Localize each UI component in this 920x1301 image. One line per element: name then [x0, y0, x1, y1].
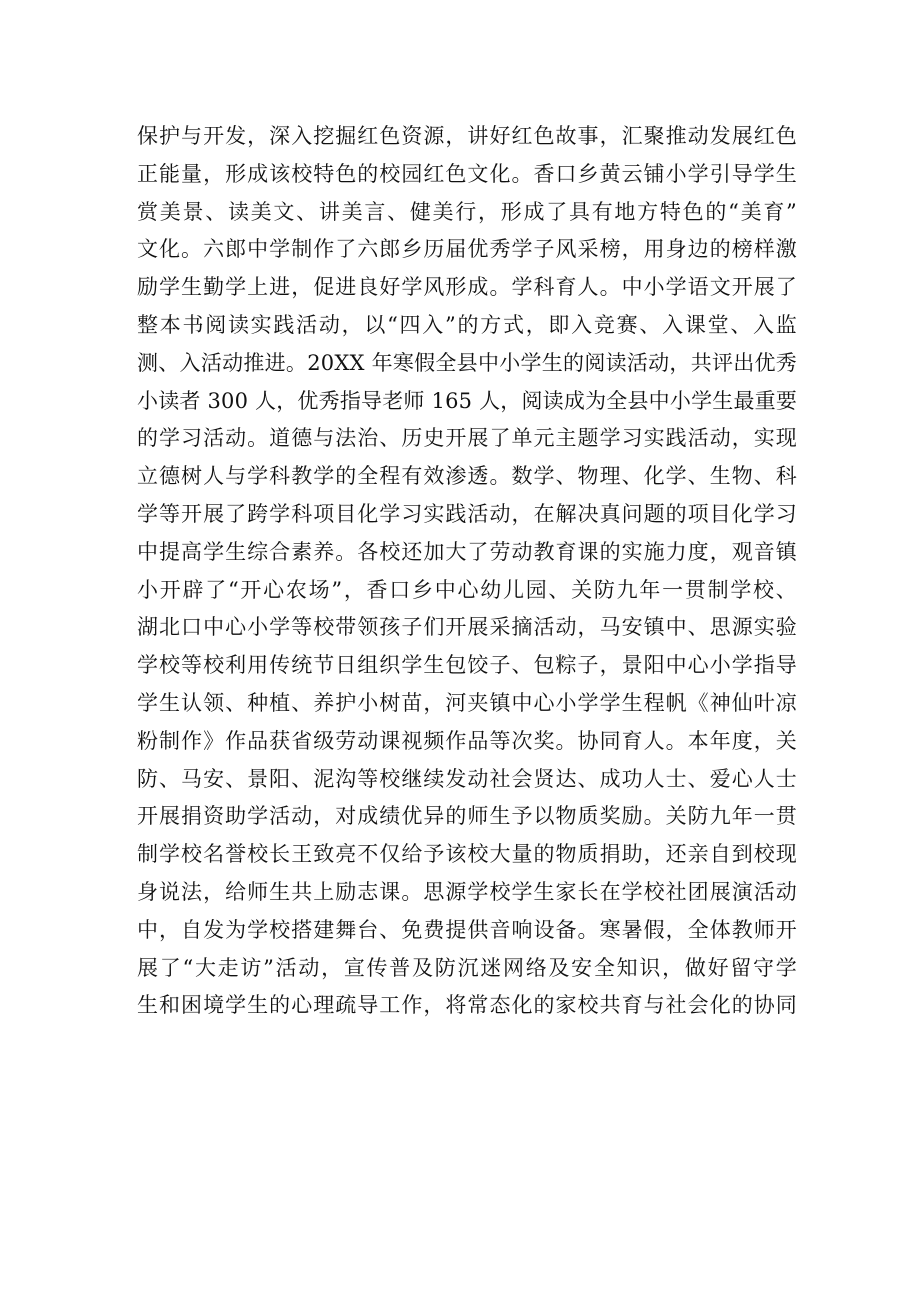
text-line-10: 立德树人与学科教学的全程有效渗透。数学、物理、化学、生物、科	[137, 464, 797, 489]
text-line-7: 测、入活动推进。20XX 年寒假全县中小学生的阅读活动，共评出优秀	[137, 350, 797, 375]
text-line-6: 整本书阅读实践活动，以“四入”的方式，即入竞赛、入课堂、入监	[137, 312, 797, 337]
text-line-19: 开展捐资助学活动，对成绩优异的师生予以物质奖励。关防九年一贯	[137, 804, 797, 829]
text-line-4: 文化。六郎中学制作了六郎乡历届优秀学子风采榜，用身边的榜样激	[137, 237, 797, 262]
text-line-5: 励学生勤学上进，促进良好学风形成。学科育人。中小学语文开展了	[137, 275, 797, 300]
text-line-17: 粉制作》作品获省级劳动课视频作品等次奖。协同育人。本年度，关	[137, 728, 797, 753]
text-line-13: 小开辟了“开心农场”，香口乡中心幼儿园、关防九年一贯制学校、	[137, 577, 797, 602]
text-line-15: 学校等校利用传统节日组织学生包饺子、包粽子，景阳中心小学指导	[137, 653, 797, 678]
text-line-3: 赏美景、读美文、讲美言、健美行，形成了具有地方特色的“美育”	[137, 199, 797, 224]
text-line-24: 生和困境学生的心理疏导工作，将常态化的家校共育与社会化的协同	[137, 993, 797, 1018]
text-line-1: 保护与开发，深入挖掘红色资源，讲好红色故事，汇聚推动发展红色	[137, 124, 797, 148]
text-line-22: 中，自发为学校搭建舞台、免费提供音响设备。寒暑假，全体教师开	[137, 917, 797, 942]
text-line-14: 湖北口中心小学等校带领孩子们开展采摘活动，马安镇中、思源实验	[137, 615, 797, 640]
text-line-11: 学等开展了跨学科项目化学习实践活动，在解决真问题的项目化学习	[137, 501, 797, 526]
text-line-16: 学生认领、种植、养护小树苗，河夹镇中心小学学生程帆《神仙叶凉	[137, 690, 797, 715]
text-line-12: 中提高学生综合素养。各校还加大了劳动教育课的实施力度，观音镇	[137, 539, 797, 564]
text-line-8: 小读者 300 人，优秀指导老师 165 人，阅读成为全县中小学生最重要	[137, 388, 797, 413]
text-line-21: 身说法，给师生共上励志课。思源学校学生家长在学校社团展演活动	[137, 879, 797, 904]
body-paragraph	[137, 118, 797, 1025]
text-line-2: 正能量，形成该校特色的校园红色文化。香口乡黄云铺小学引导学生	[137, 161, 797, 186]
text-line-9: 的学习活动。道德与法治、历史开展了单元主题学习实践活动，实现	[137, 426, 797, 451]
text-line-23: 展了“大走访”活动，宣传普及防沉迷网络及安全知识，做好留守学	[137, 955, 797, 980]
text-line-20: 制学校名誉校长王致亮不仅给予该校大量的物质捐助，还亲自到校现	[137, 842, 797, 867]
text-line-18: 防、马安、景阳、泥沟等校继续发动社会贤达、成功人士、爱心人士	[137, 766, 797, 791]
